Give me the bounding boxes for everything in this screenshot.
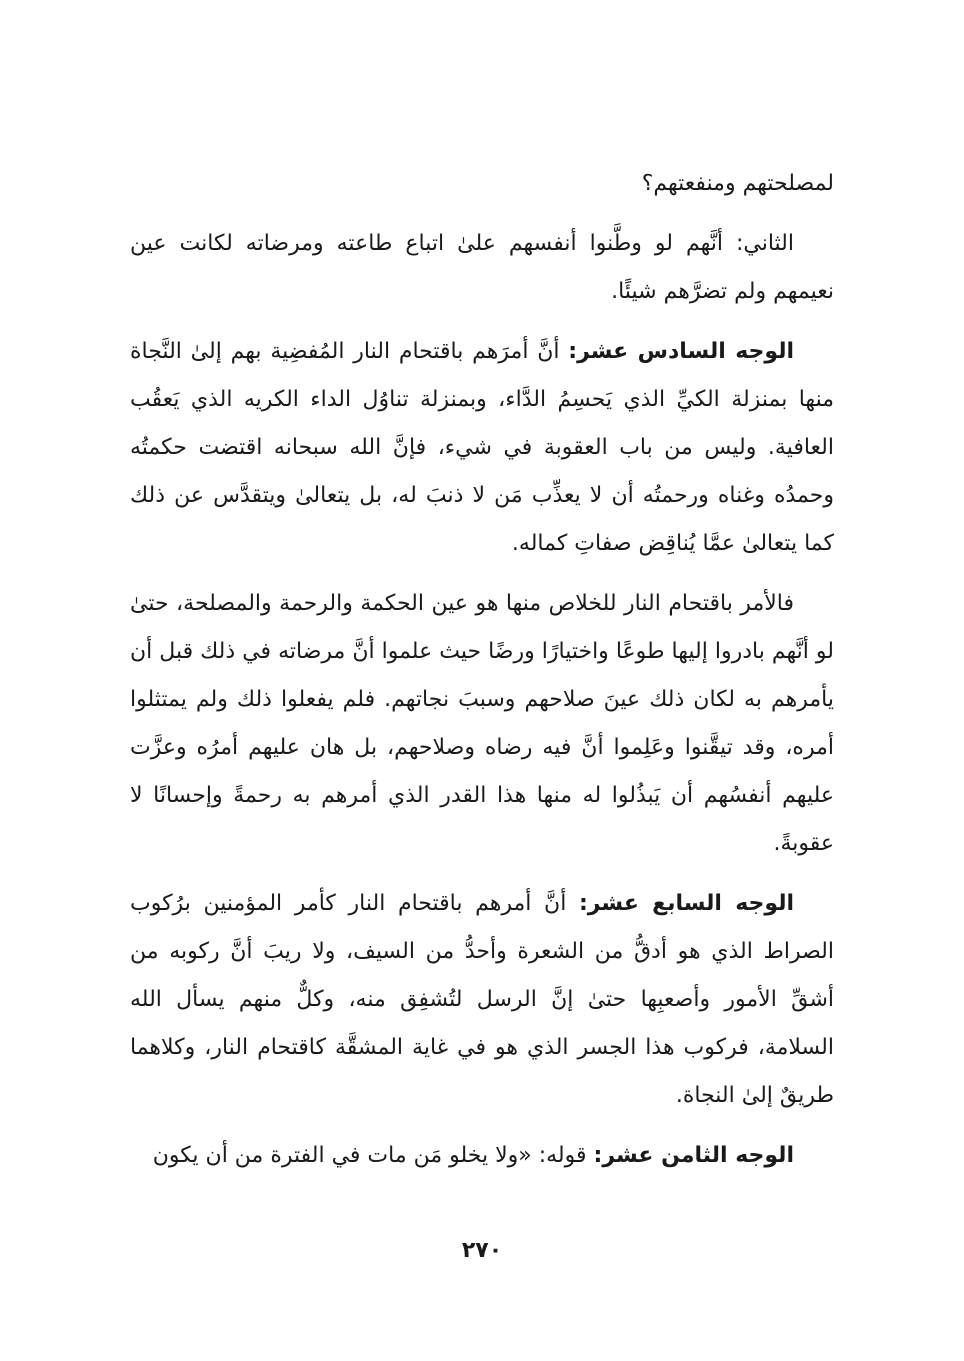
paragraph-seventeenth-aspect [130, 880, 834, 1120]
paragraph-second-point [130, 220, 834, 316]
paragraph-text: الثاني: أنَّهم لو وطَّنوا أنفسهم علىٰ اتباع طاعته ومرضاته لكانت عين نعيمهم ولم تضرَّهم شيئًا. [130, 231, 834, 304]
paragraph-heading: الوجه السادس عشر: [568, 339, 794, 364]
paragraph-heading: الوجه السابع عشر: [578, 891, 794, 916]
paragraph-text: أنَّ أمرهم باقتحام النار كأمر المؤمنين برُكوب الصراط الذي هو أدقُّ من الشعرة وأحدُّ من السيف، ولا ريبَ أنَّ ركوبه من أشقِّ الأمور وأصعبِها حتىٰ إنَّ الرسل لتُشفِق منه، وكلٌّ منهم يسأل الله السلامة، فركوب هذا الجسر الذي هو في غاية المشقَّة كاقتحام النار، وكلاهما طريقٌ إلىٰ النجاة. [130, 891, 834, 1108]
paragraph-explanation [130, 580, 834, 868]
paragraph-text: لمصلحتهم ومنفعتهم؟ [641, 171, 834, 196]
page-body [130, 160, 834, 1192]
paragraph-text: قوله: «ولا يخلو مَن مات في الفترة من أن يكون [152, 1143, 594, 1168]
paragraph-text: فالأمر باقتحام النار للخلاص منها هو عين الحكمة والرحمة والمصلحة، حتىٰ لو أنَّهم بادروا إليها طوعًا واختيارًا ورضًا حيث علموا أنَّ مرضاته في ذلك قبل أن يأمرهم به لكان ذلك عينَ صلاحهم وسببَ نجاتهم. فلم يفعلوا ذلك ولم يمتثلوا أمره، وقد تيقَّنوا وعَلِموا أنَّ فيه رضاه وصلاحهم، بل هان عليهم أمرُه وعزَّت عليهم أنفسُهم أن يَبذُلوا له منها هذا القدر الذي أمرهم به رحمةً وإحسانًا لا عقوبةً. [130, 591, 834, 856]
page-number: ٢٧٠ [461, 1238, 503, 1263]
paragraph-heading: الوجه الثامن عشر: [593, 1143, 794, 1168]
paragraph-continuation [130, 160, 834, 208]
paragraph-sixteenth-aspect [130, 328, 834, 568]
paragraph-eighteenth-aspect [130, 1132, 834, 1180]
paragraph-text: أنَّ أمرَهم باقتحام النار المُفضِية بهم إلىٰ النَّجاة منها بمنزلة الكيِّ الذي يَحسِمُ الدَّاء، وبمنزلة تناوُل الداء الكريه الذي يَعقُب العافية. وليس من باب العقوبة في شيء، فإنَّ الله سبحانه اقتضت حكمتُه وحمدُه وغناه ورحمتُه أن لا يعذِّب مَن لا ذنبَ له، بل يتعالىٰ ويتقدَّس عن ذلك كما يتعالىٰ عمَّا يُناقِض صفاتِ كماله. [130, 339, 834, 556]
